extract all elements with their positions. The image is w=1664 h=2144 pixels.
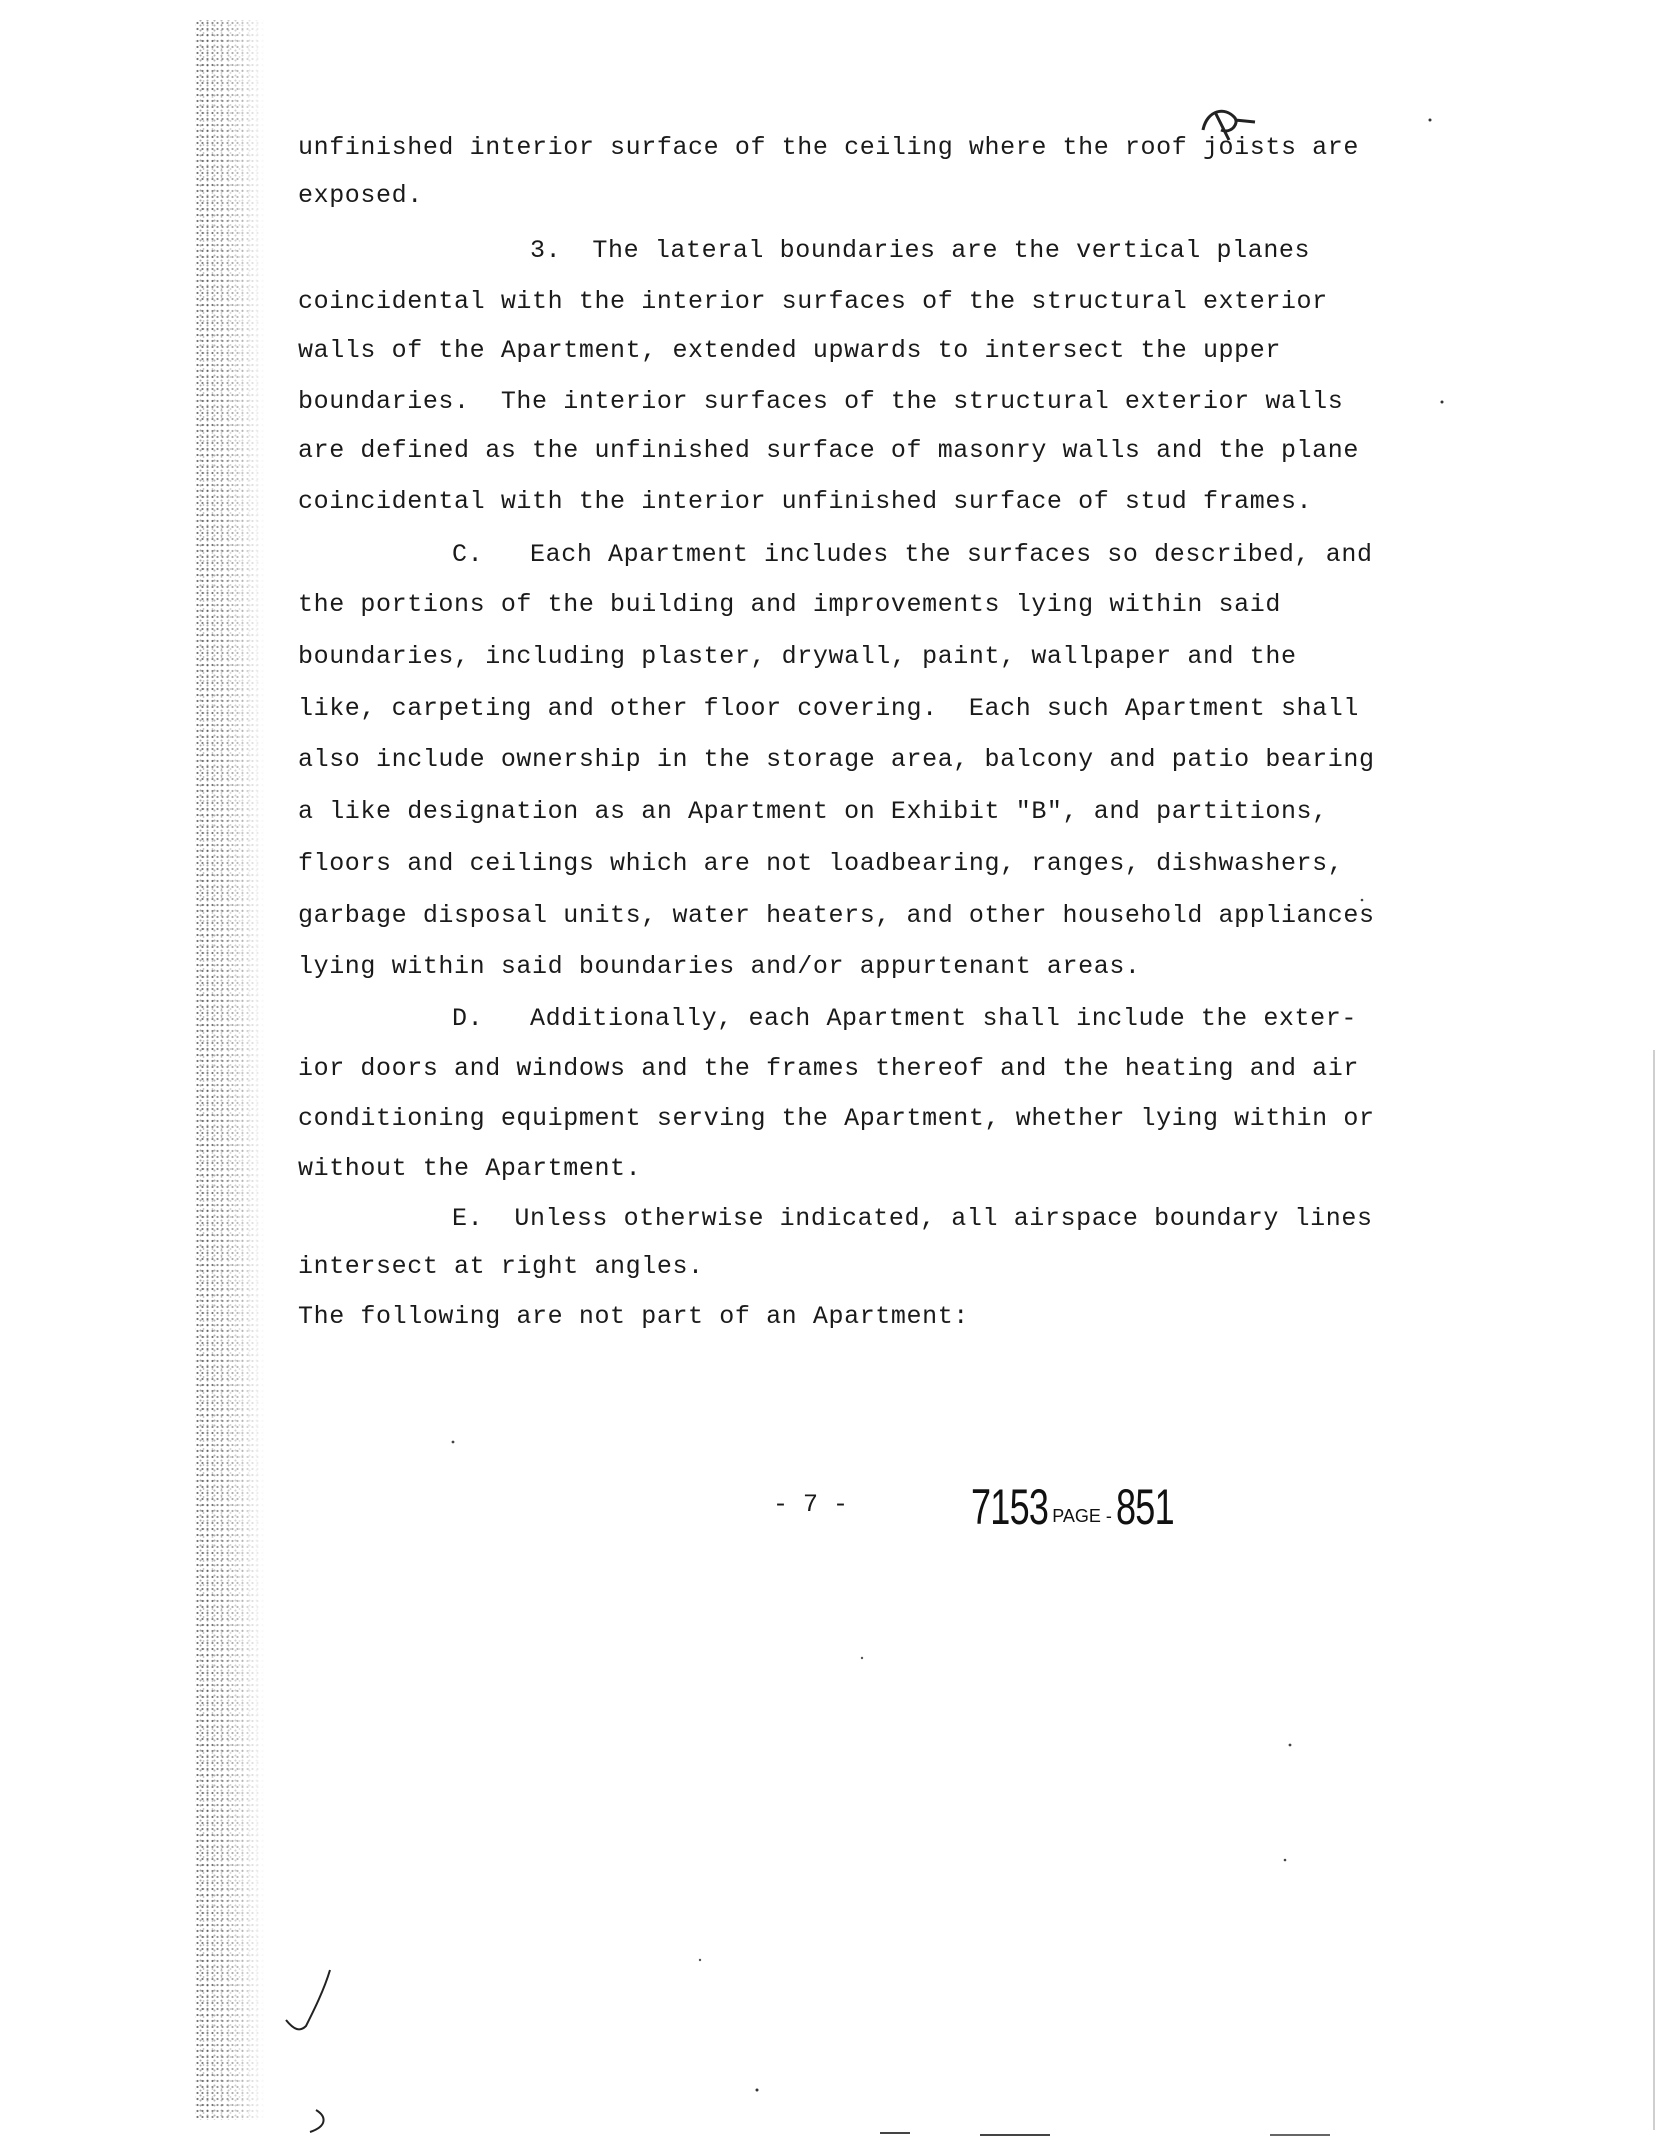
body-line: lying within said boundaries and/or appurtenant areas.	[298, 952, 1141, 981]
body-line: like, carpeting and other floor covering. Each such Apartment shall	[298, 694, 1359, 723]
paragraph-c-start: C. Each Apartment includes the surfaces so described, and	[452, 540, 1373, 569]
body-line: The following are not part of an Apartment:	[298, 1302, 969, 1331]
page-word: PAGE -	[1052, 1506, 1112, 1526]
body-line: garbage disposal units, water heaters, and other household appliances	[298, 901, 1375, 930]
body-line: coincidental with the interior surfaces of the structural exterior	[298, 287, 1328, 316]
body-line: boundaries. The interior surfaces of the structural exterior walls	[298, 387, 1344, 416]
body-line: coincidental with the interior unfinished surface of stud frames.	[298, 487, 1313, 516]
body-line: the portions of the building and improvements lying within said	[298, 590, 1281, 619]
paragraph-d-start: D. Additionally, each Apartment shall include the exter-	[452, 1004, 1357, 1033]
page-number: 851	[1115, 1479, 1174, 1535]
body-line: exposed.	[298, 181, 423, 210]
body-line: intersect at right angles.	[298, 1252, 704, 1281]
page-folio: - 7 -	[773, 1490, 849, 1519]
body-line: ior doors and windows and the frames thereof and the heating and air	[298, 1054, 1359, 1083]
paragraph-3-start: 3. The lateral boundaries are the vertical planes	[530, 236, 1311, 265]
body-line: boundaries, including plaster, drywall, paint, wallpaper and the	[298, 642, 1297, 671]
body-line: without the Apartment.	[298, 1154, 642, 1183]
body-line: walls of the Apartment, extended upwards to intersect the upper	[298, 336, 1281, 365]
body-line: also include ownership in the storage area, balcony and patio bearing	[298, 745, 1375, 774]
body-line: conditioning equipment serving the Apartment, whether lying within or	[298, 1104, 1375, 1133]
paragraph-e-start: E. Unless otherwise indicated, all airspace boundary lines	[452, 1204, 1373, 1233]
body-line: are defined as the unfinished surface of masonry walls and the plane	[298, 436, 1359, 465]
body-line: unfinished interior surface of the ceiling where the roof joists are	[298, 133, 1359, 162]
book-number: 7153	[971, 1479, 1049, 1535]
body-line: a like designation as an Apartment on Exhibit "B", and partitions,	[298, 797, 1328, 826]
body-line: floors and ceilings which are not loadbearing, ranges, dishwashers,	[298, 849, 1344, 878]
